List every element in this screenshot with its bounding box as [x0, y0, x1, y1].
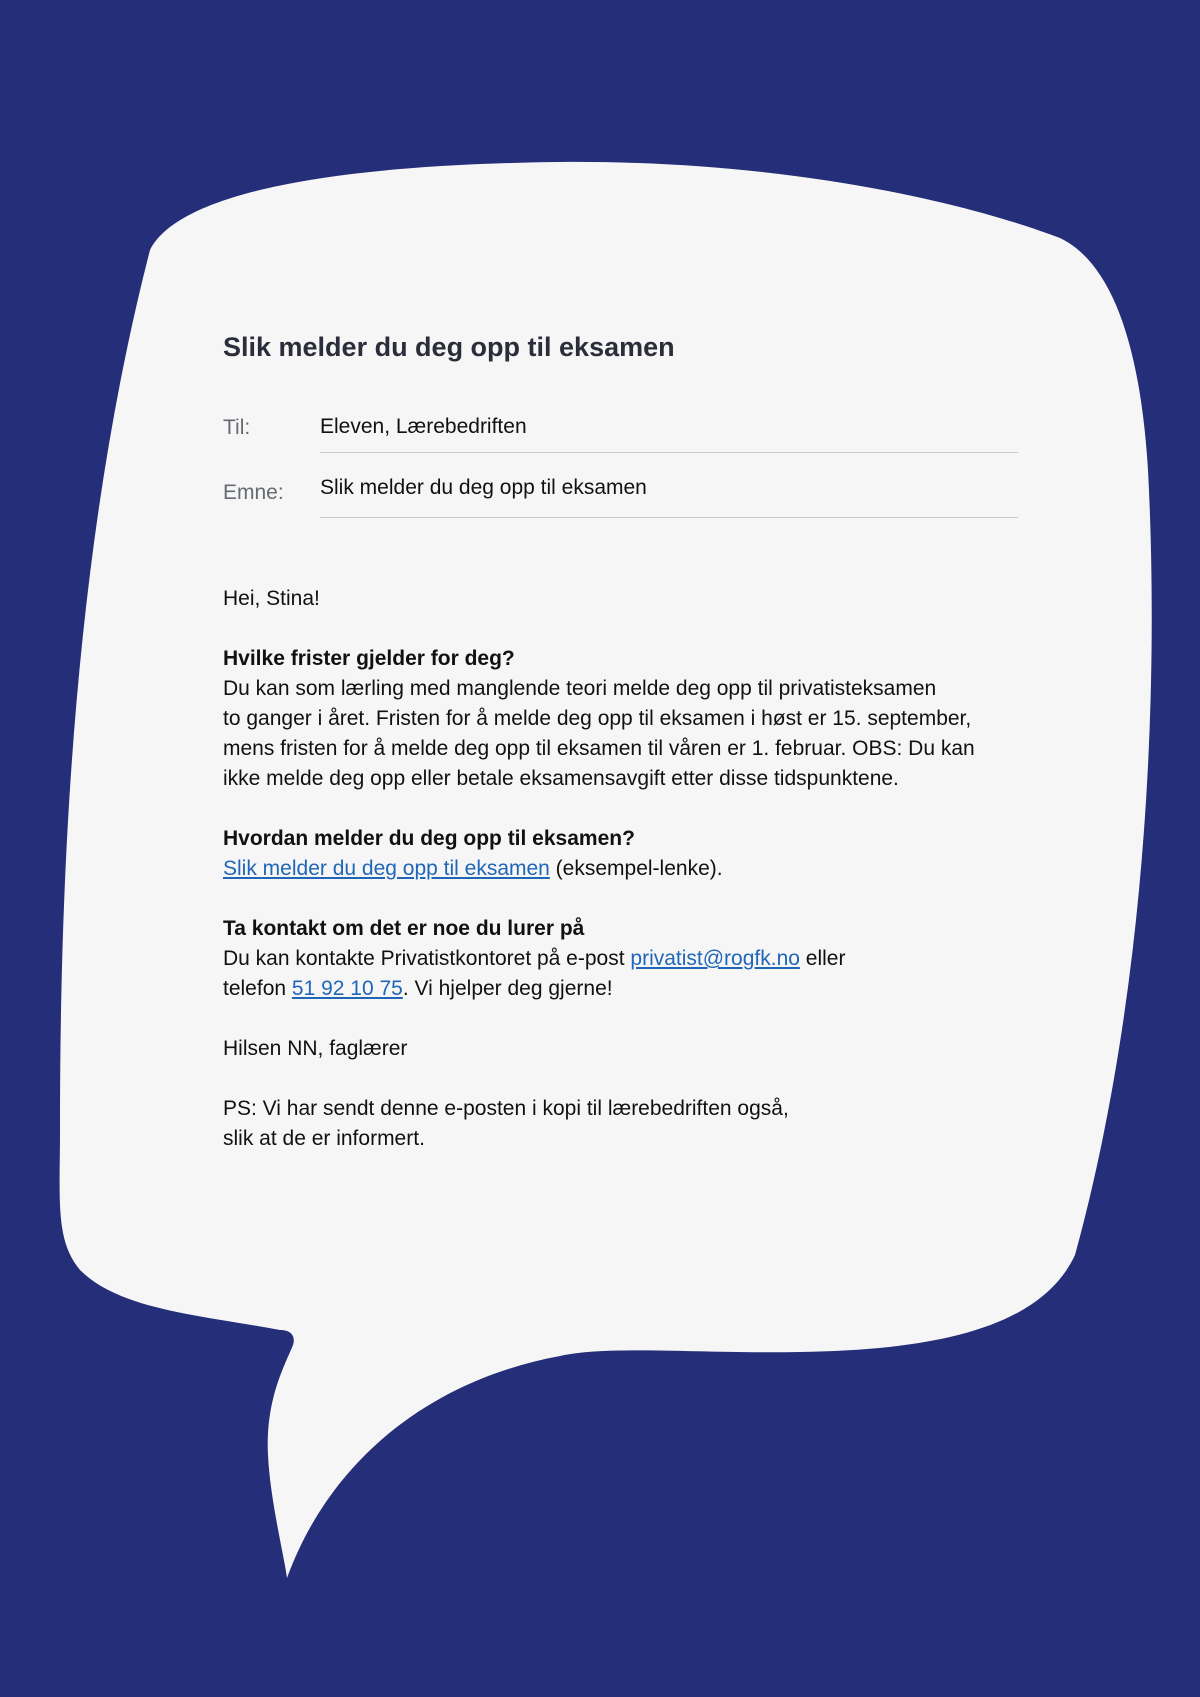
section-contact-text: [223, 944, 1018, 1004]
subject-label: Emne:: [223, 481, 284, 504]
deadlines-line-1: Du kan som lærling med manglende teori melde deg opp til privatisteksamen: [223, 677, 937, 700]
ps-line-1: PS: Vi har sendt denne e-posten i kopi til lærebedriften også,: [223, 1097, 789, 1120]
email-link[interactable]: privatist@rogfk.no: [630, 947, 800, 970]
to-label: Til:: [223, 416, 251, 439]
deadlines-line-4: ikke melde deg opp eller betale eksamensavgift etter disse tidspunktene.: [223, 767, 899, 790]
signoff: Hilsen NN, faglærer: [223, 1037, 408, 1060]
ps-line-2: slik at de er informert.: [223, 1127, 425, 1150]
subject-row: [223, 473, 1018, 518]
to-field: Eleven, Lærebedriften: [320, 412, 1018, 453]
contact-or: eller: [799, 947, 846, 970]
signup-link[interactable]: Slik melder du deg opp til eksamen: [223, 857, 550, 880]
section-signup-text: [223, 854, 1018, 884]
subject-field: Slik melder du deg opp til eksamen: [320, 473, 1018, 518]
phone-prefix: telefon: [223, 977, 292, 1000]
signup-link-note: (eksempel-lenke).: [549, 857, 723, 880]
phone-link[interactable]: 51 92 10 75: [291, 977, 403, 1000]
section-deadlines-heading: Hvilke frister gjelder for deg?: [223, 647, 515, 670]
greeting: Hei, Stina!: [223, 587, 320, 610]
section-signup-heading: Hvordan melder du deg opp til eksamen?: [223, 827, 635, 850]
to-row: [223, 412, 1018, 453]
deadlines-line-3: mens fristen for å melde deg opp til eksamen til våren er 1. februar. OBS: Du kan: [223, 737, 975, 760]
contact-closing: . Vi hjelper deg gjerne!: [402, 977, 613, 1000]
email-title: Slik melder du deg opp til eksamen: [223, 332, 675, 362]
contact-intro: Du kan kontakte Privatistkontoret på e-post: [223, 947, 631, 970]
email-body: [223, 584, 1018, 1154]
section-contact-heading: Ta kontakt om det er noe du lurer på: [223, 917, 585, 940]
email-content: [223, 330, 1018, 1184]
postscript: [223, 1094, 1018, 1154]
section-deadlines-text: [223, 674, 1018, 794]
deadlines-line-2: to ganger i året. Fristen for å melde deg opp til eksamen i høst er 15. september,: [223, 707, 972, 730]
